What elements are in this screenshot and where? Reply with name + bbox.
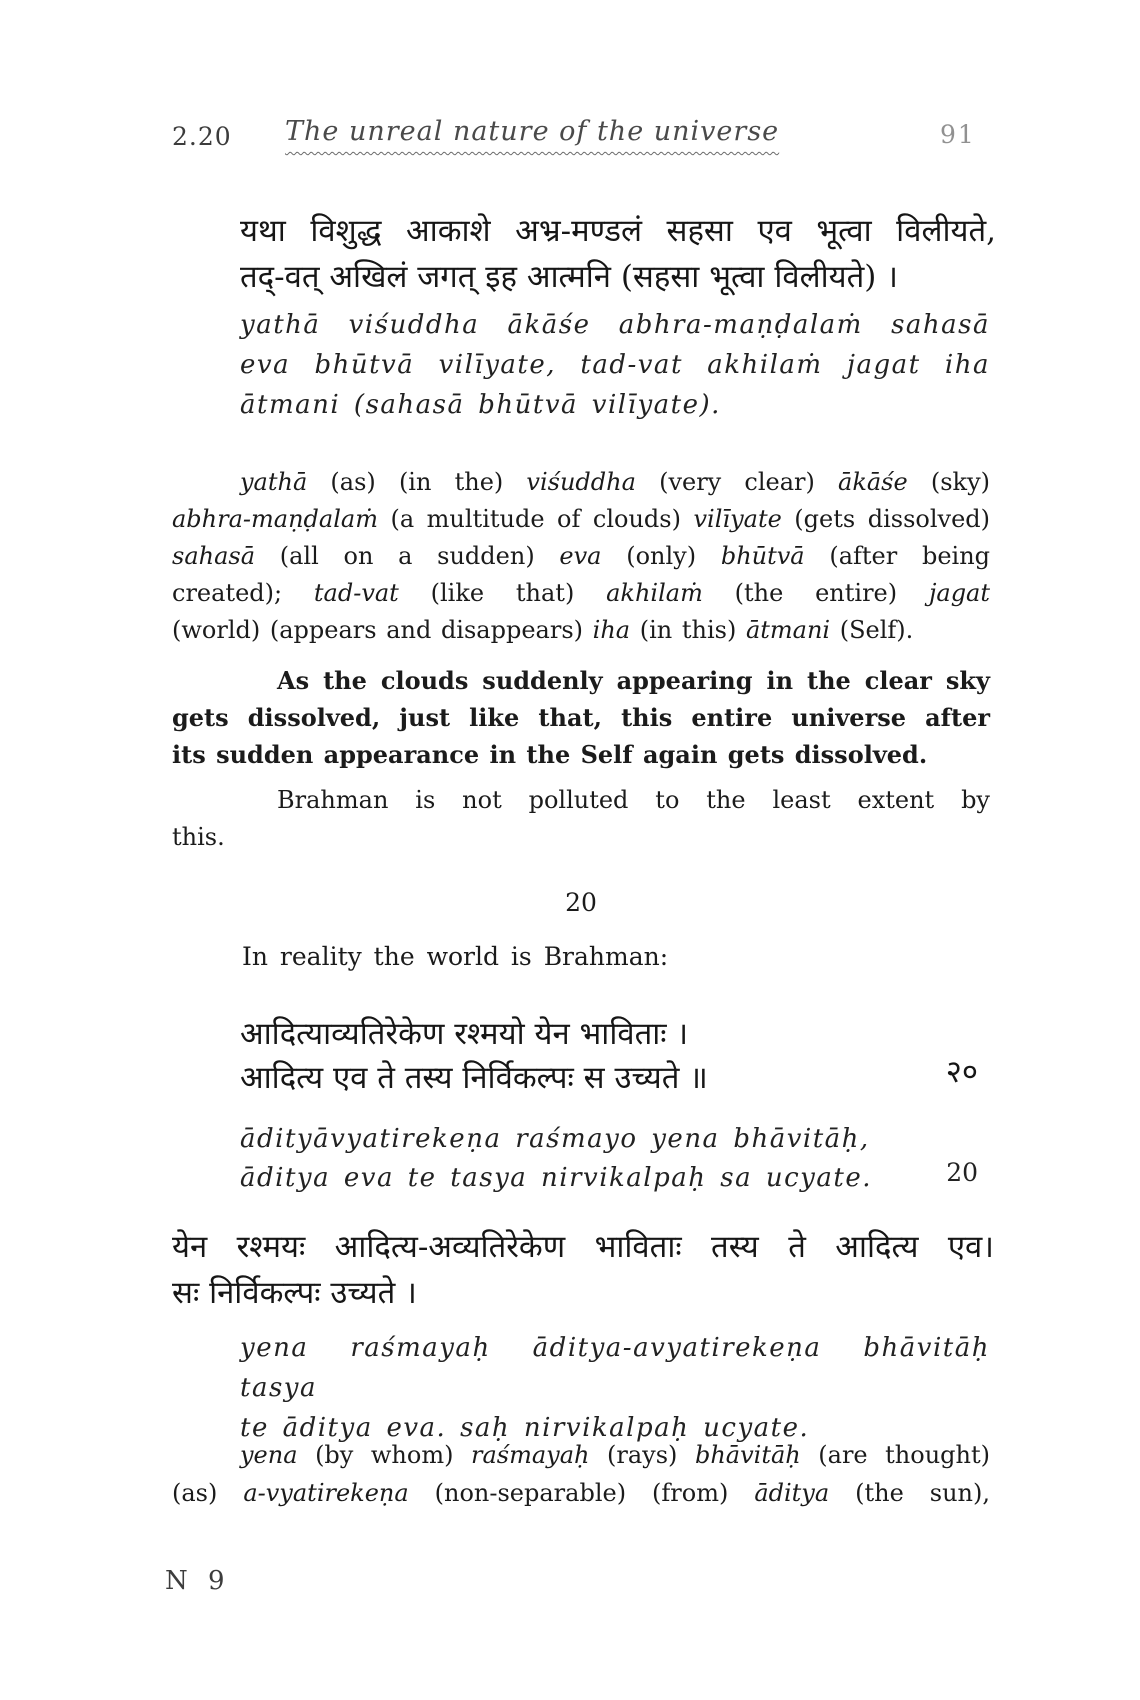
text-line: its sudden appearance in the Self again gets dissolved. (172, 740, 928, 769)
text-line: yena raśmayaḥ āditya-avyatirekeṇa bhāvitāḥ tasya (240, 1333, 990, 1403)
opening-transliteration (240, 305, 990, 425)
opening-devanagari-quote (240, 208, 996, 300)
verse-number-devanagari: २० (945, 1054, 978, 1090)
text-line: तद्-वत् अखिलं जगत् इह आत्मनि (सहसा भूत्वा विलीयते) । (240, 259, 898, 295)
header-page-number: 91 (940, 120, 976, 149)
text-line: te āditya eva. saḥ nirvikalpaḥ ucyate. (240, 1413, 810, 1443)
text-line: आदित्य एव ते तस्य निर्विकल्पः स उच्यते ॥ (240, 1060, 708, 1096)
commentary-paragraph (172, 782, 990, 856)
text-line: āditya eva te tasya nirvikalpaḥ sa ucyate. (240, 1163, 872, 1193)
header-running-title: The unreal nature of the universe (285, 116, 780, 147)
text-line: eva bhūtvā vilīyate, tad-vat akhilaṁ jagat iha (240, 350, 990, 380)
text-line: सः निर्विकल्पः उच्यते । (172, 1275, 417, 1311)
text-line: abhra-maṇḍalaṁ (a multitude of clouds) vilīyate (gets dissolved) (172, 505, 990, 533)
verse-transliteration (240, 1120, 990, 1198)
text-line: gets dissolved, just like that, this entire universe after (172, 703, 990, 732)
text-line: Brahman is not polluted to the least extent by (277, 786, 990, 814)
text-line: created); tad-vat (like that) akhilaṁ (the entire) jagat (172, 579, 991, 607)
text-line: yathā (as) (in the) viśuddha (very clear) ākāśe (sky) (240, 468, 991, 496)
text-line: ādityāvyatirekeṇa raśmayo yena bhāvitāḥ, (240, 1124, 870, 1154)
word-by-word-gloss-2 (172, 1436, 990, 1512)
verse-devanagari (240, 1012, 990, 1100)
text-line: this. (172, 823, 225, 851)
text-line: आदित्याव्यतिरेकेण रश्मयो येन भाविताः । (240, 1016, 689, 1052)
verse-number-latin: 20 (946, 1158, 978, 1187)
text-line: येन रश्मयः आदित्य-अव्यतिरेकेण भाविताः तस्य ते आदित्य एव। (172, 1229, 994, 1265)
text-line: ātmani (sahasā bhūtvā vilīyate). (240, 390, 721, 420)
word-by-word-gloss (172, 464, 990, 649)
text-line: yathā viśuddha ākāśe abhra-maṇḍalaṁ sahasā (240, 310, 990, 340)
text-line: sahasā (all on a sudden) eva (only) bhūtvā (after being (172, 542, 991, 570)
prose-transliteration (240, 1328, 990, 1448)
verse-number-heading: 20 (565, 888, 597, 917)
footer-signature: N 9 (165, 1566, 231, 1596)
text-line: (world) (appears and disappears) iha (in this) ātmani (Self). (172, 616, 914, 644)
prose-devanagari (172, 1224, 994, 1316)
verse-intro: In reality the world is Brahman: (242, 942, 669, 971)
text-line: यथा विशुद्ध आकाशे अभ्र-मण्डलं सहसा एव भूत्वा विलीयते, (240, 213, 996, 249)
text-line: (as) a-vyatirekeṇa (non-separable) (from) āditya (the sun), (172, 1479, 991, 1507)
text-line: yena (by whom) raśmayaḥ (rays) bhāvitāḥ (are thought) (240, 1441, 990, 1469)
header-section-number: 2.20 (172, 122, 232, 151)
text-line: As the clouds suddenly appearing in the clear sky (277, 666, 990, 695)
bold-translation (172, 662, 990, 773)
